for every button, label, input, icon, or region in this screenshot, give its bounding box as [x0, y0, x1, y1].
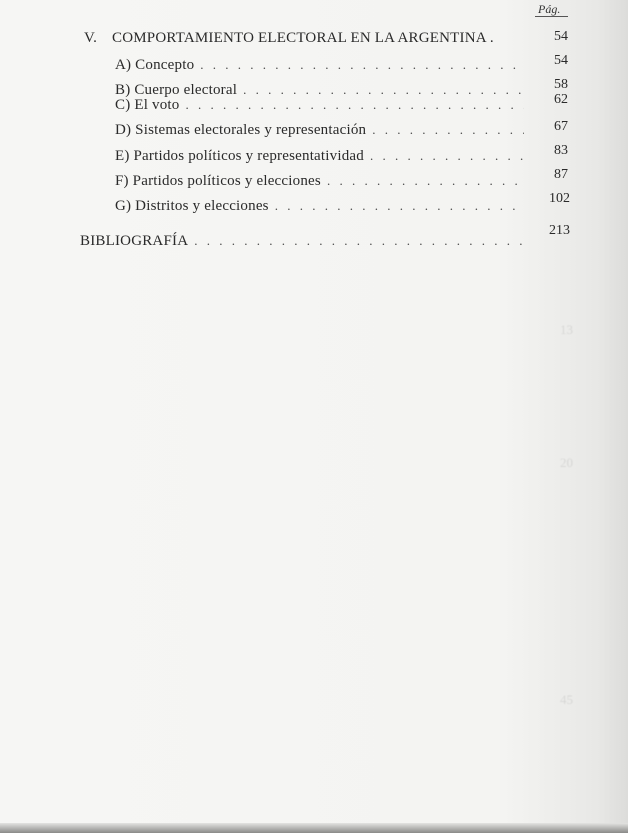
section-label: F) Partidos políticos y elecciones — [115, 173, 321, 189]
leader-dots — [275, 198, 524, 214]
bibliography-label: BIBLIOGRAFÍA — [80, 233, 189, 249]
section-page-number: 58 — [554, 77, 568, 92]
leader-dots — [372, 122, 524, 138]
section-label: G) Distritos y elecciones — [115, 198, 269, 214]
section-page-number: 102 — [549, 191, 570, 206]
leader-dots — [243, 82, 524, 98]
section-label: B) Cuerpo electoral — [115, 82, 238, 98]
leader-dots — [186, 97, 525, 113]
bibliography-page-number: 213 — [549, 223, 570, 238]
section-page-number: 87 — [554, 167, 568, 182]
page-bottom-edge — [0, 823, 628, 833]
section-page-number: 83 — [554, 143, 568, 158]
toc-entry-section[interactable] — [115, 148, 530, 165]
bleed-through-text: 20 — [560, 455, 573, 470]
section-label: C) El voto — [115, 97, 180, 113]
page-column-header: Pág. — [538, 2, 561, 16]
leader-dots — [200, 57, 524, 73]
chapter-page-number: 54 — [554, 29, 568, 44]
section-page-number: 62 — [554, 92, 568, 107]
leader-dots — [327, 173, 524, 189]
leader-dots — [370, 148, 524, 164]
chapter-numeral: V. — [84, 30, 98, 46]
bleed-through-text: 45 — [560, 692, 573, 707]
section-label: A) Concepto — [115, 57, 195, 73]
section-label: E) Partidos políticos y representatividad — [115, 148, 364, 164]
toc-entry-section[interactable] — [115, 97, 530, 114]
toc-entry-chapter[interactable] — [112, 30, 537, 47]
toc-entry-section[interactable] — [115, 198, 530, 215]
toc-entry-section[interactable] — [115, 122, 530, 139]
toc-entry-section[interactable] — [115, 173, 530, 190]
bleed-through-text: 13 — [560, 322, 573, 337]
toc-entry-bibliography[interactable] — [80, 233, 530, 250]
section-page-number: 54 — [554, 53, 568, 68]
toc-entry-section[interactable] — [115, 57, 530, 74]
chapter-title: COMPORTAMIENTO ELECTORAL EN LA ARGENTINA . — [112, 30, 494, 46]
header-rule — [535, 16, 568, 17]
section-label: D) Sistemas electorales y representación — [115, 122, 367, 138]
section-page-number: 67 — [554, 119, 568, 134]
leader-dots — [194, 233, 524, 249]
